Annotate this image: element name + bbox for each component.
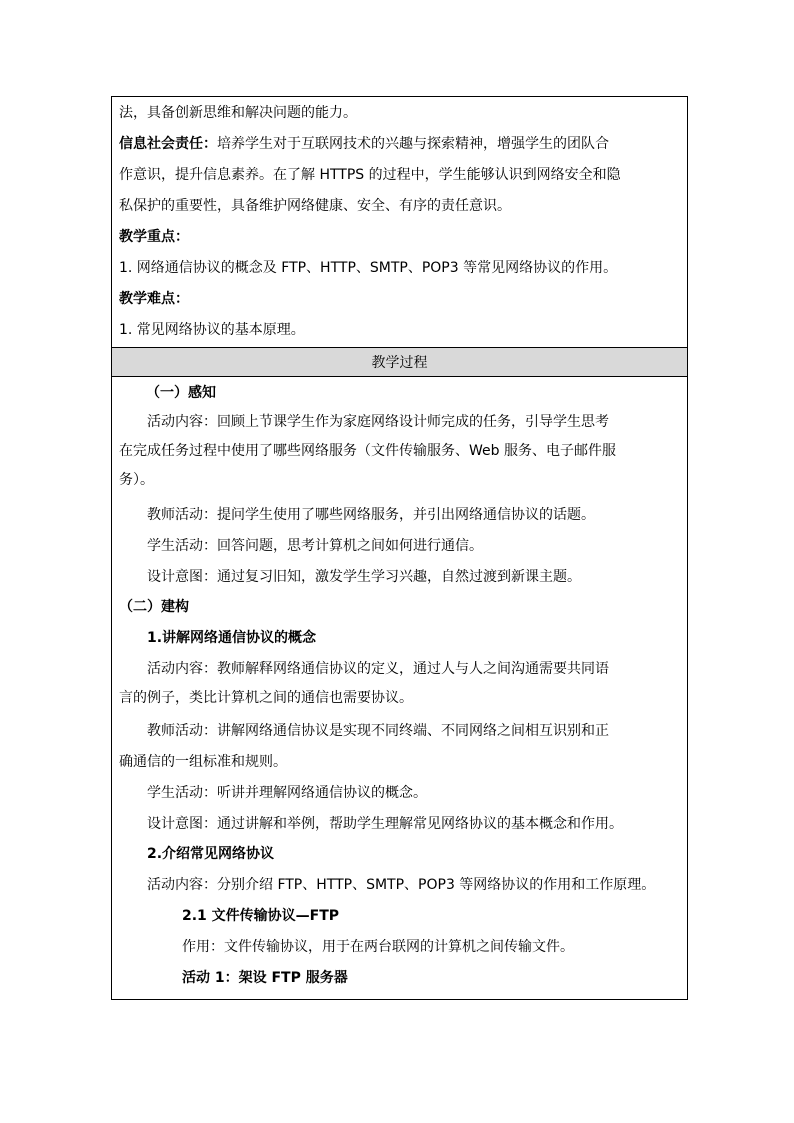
key-points-item: 1. 网络通信协议的概念及 FTP、HTTP、SMTP、POP3 等常见网络协议的作用。 [119,260,618,276]
perception-activity-line1: 活动内容：回顾上节课学生作为家庭网络设计师完成的任务，引导学生思考 [147,414,609,430]
ftp-activity-1: 活动 1：架设 FTP 服务器 [182,970,348,986]
perception-design: 设计意图：通过复习旧知，激发学生学习兴趣，自然过渡到新课主题。 [147,569,581,585]
perception-student: 学生活动：回答问题，思考计算机之间如何进行通信。 [147,538,483,554]
info-responsibility-line3: 私保护的重要性，具备维护网络健康、安全、有序的责任意识。 [119,198,511,214]
protocols-activity: 活动内容：分别介绍 FTP、HTTP、SMTP、POP3 等网络协议的作用和工作原理。 [147,877,656,893]
perception-activity-line3: 务）。 [119,472,154,488]
process-cell [112,377,687,999]
concept-design: 设计意图：通过讲解和举例，帮助学生理解常见网络协议的基本概念和作用。 [147,816,623,832]
perception-activity-line2: 在完成任务过程中使用了哪些网络服务（文件传输服务、Web 服务、电子邮件服 [119,443,616,459]
section-perception-title: （一）感知 [146,385,216,401]
info-responsibility [119,136,609,152]
concept-teacher-line2: 确通信的一组标准和规则。 [119,754,287,770]
info-responsibility-text: 培养学生对于互联网技术的兴趣与探索精神，增强学生的团队合 [217,136,609,152]
objectives-cell [112,97,687,347]
info-responsibility-line2: 作意识，提升信息素养。在了解 HTTPS 的过程中，学生能够认识到网络安全和隐 [119,167,621,183]
process-header-label: 教学过程 [371,355,428,371]
process-header [112,347,687,377]
concept-student: 学生活动：听讲并理解网络通信协议的概念。 [147,785,427,801]
key-points-title: 教学重点： [119,229,189,245]
objective-line: 法，具备创新思维和解决问题的能力。 [119,105,357,121]
protocols-subsection-title: 2.介绍常见网络协议 [147,846,275,862]
ftp-role: 作用：文件传输协议，用于在两台联网的计算机之间传输文件。 [182,939,574,955]
info-responsibility-label: 信息社会责任： [119,136,217,152]
concept-subsection-title: 1.讲解网络通信协议的概念 [147,630,317,646]
difficult-points-title: 教学难点： [119,291,189,307]
lesson-plan-table [111,96,688,1000]
section-construct-title: （二）建构 [119,599,189,615]
concept-activity-line1: 活动内容：教师解释网络通信协议的定义，通过人与人之间沟通需要共同语 [147,661,609,677]
difficult-points-item: 1. 常见网络协议的基本原理。 [119,322,305,338]
ftp-subsection-title: 2.1 文件传输协议—FTP [182,908,340,924]
perception-teacher: 教师活动：提问学生使用了哪些网络服务，并引出网络通信协议的话题。 [147,507,595,523]
concept-teacher-line1: 教师活动：讲解网络通信协议是实现不同终端、不同网络之间相互识别和正 [147,723,609,739]
concept-activity-line2: 言的例子，类比计算机之间的通信也需要协议。 [119,690,413,706]
